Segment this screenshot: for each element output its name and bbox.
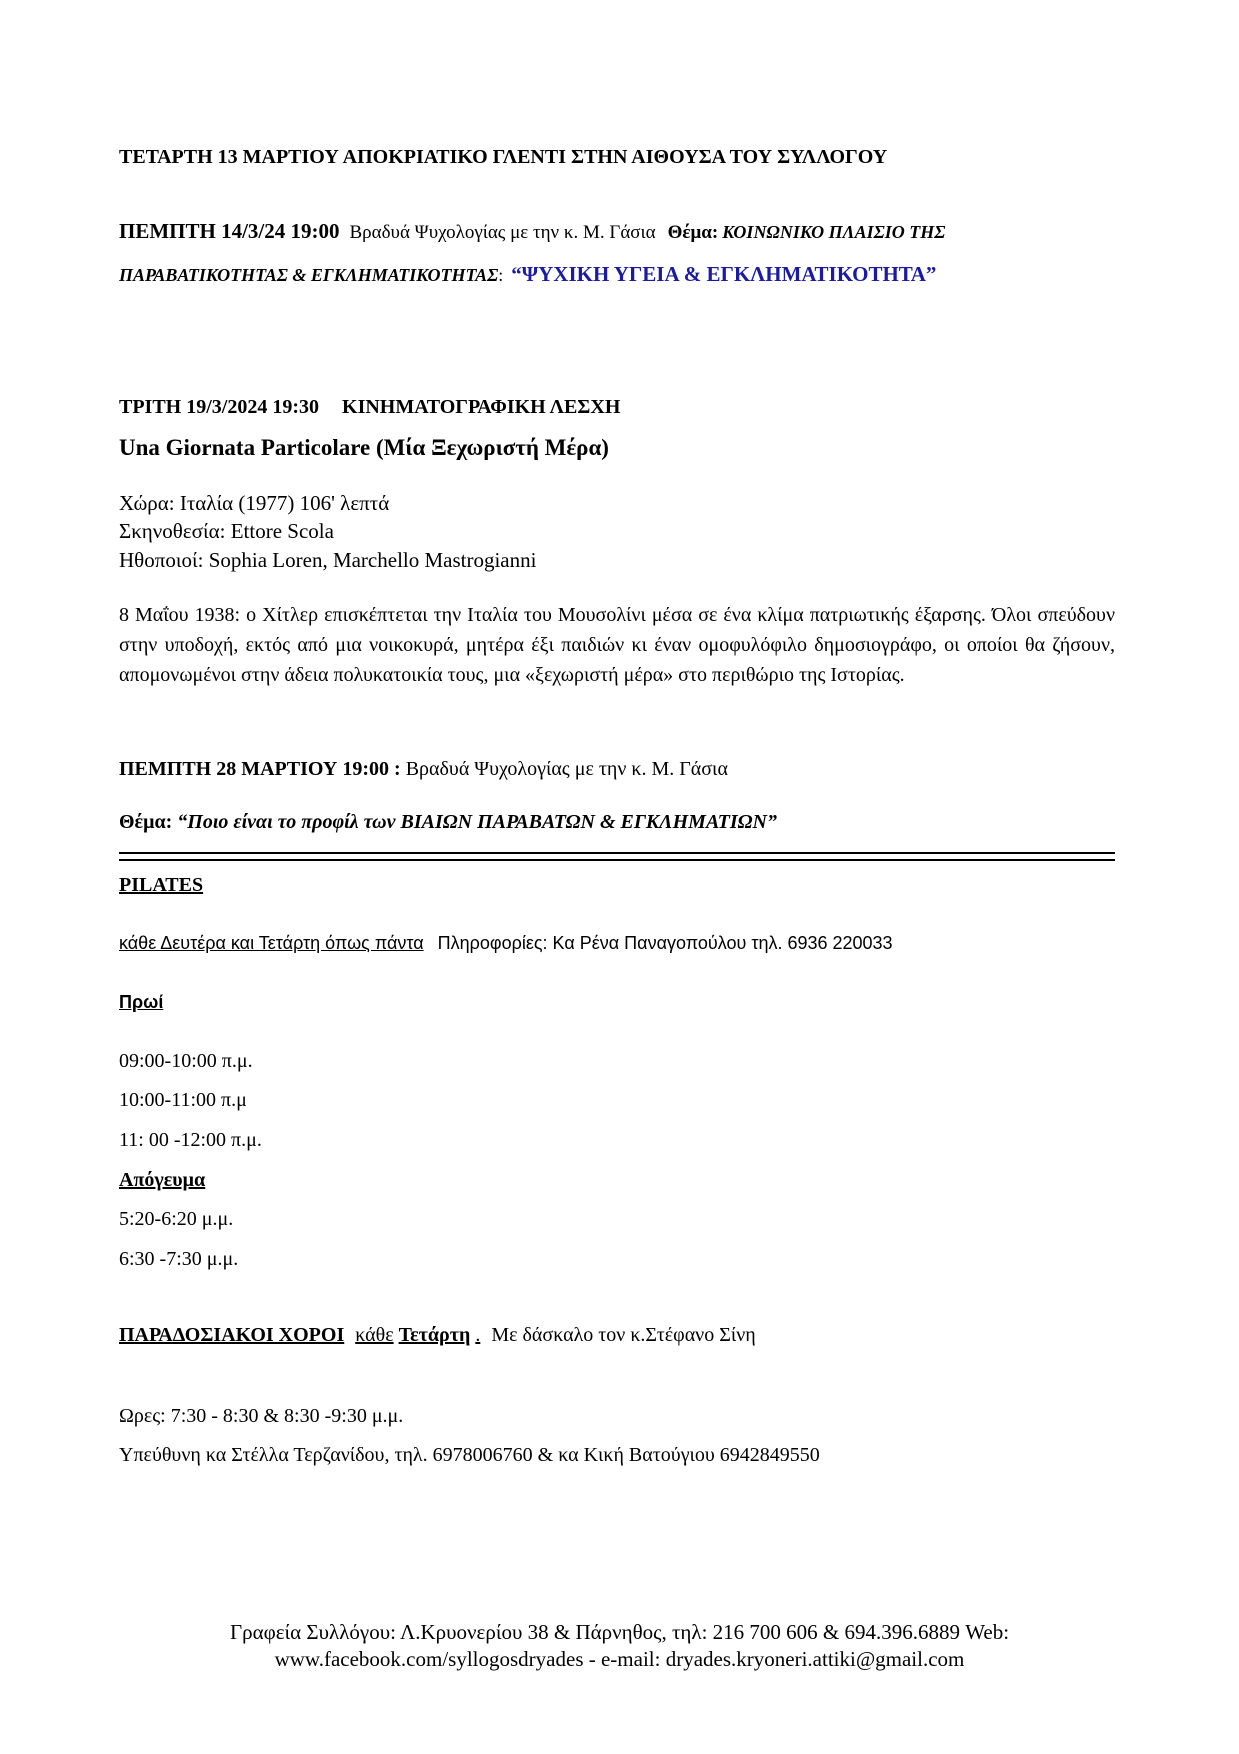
theme-label: Θέμα:	[119, 811, 173, 833]
film-country: Χώρα: Ιταλία (1977) 106' λεπτά	[119, 491, 390, 515]
footer-address: Γραφεία Συλλόγου: Λ.Κρυονερίου 38 & Πάρνηθος, τηλ: 216 700 606 & 694.396.6889 Web:	[229, 1620, 1010, 1644]
cinema-date: ΤΡΙΤΗ 19/3/2024 19:30	[119, 396, 320, 418]
footer-contacts: www.facebook.com/syllogosdryades - e-mail: dryades.kryoneri.attiki@gmail.com	[274, 1647, 965, 1671]
cinema-heading	[119, 396, 620, 419]
theme-highlight: “ΨΥΧΙΚΗ ΥΓΕΙΑ & ΕΓΚΛΗΜΑΤΙΚΟΤΗΤΑ”	[511, 262, 937, 286]
event-date: ΠΕΜΠΤΗ 28 ΜΑΡΤΙΟΥ 19:00 :	[119, 758, 401, 780]
dances-day: Τετάρτη	[398, 1324, 471, 1346]
pilates-slot: 5:20-6:20 μ.μ.	[119, 1208, 234, 1230]
dances-title: ΠΑΡΑΔΟΣΙΑΚΟΙ ΧΟΡΟΙ	[119, 1324, 345, 1346]
dances-hours: Ωρες: 7:30 - 8:30 & 8:30 -9:30 μ.μ.	[119, 1405, 404, 1427]
theme-colon: :	[498, 265, 504, 285]
event-date: ΠΕΜΠΤΗ 14/3/24 19:00	[119, 219, 340, 243]
pilates-info-row	[119, 933, 893, 954]
cinema-club: ΚΙΝΗΜΑΤΟΓΡΑΦΙΚΗ ΛΕΣΧΗ	[342, 396, 621, 418]
pilates-slot: 11: 00 -12:00 π.μ.	[119, 1129, 262, 1151]
pilates-days: κάθε Δευτέρα και Τετάρτη όπως πάντα	[119, 933, 424, 953]
dances-teacher: Με δάσκαλο τον κ.Στέφανο Σίνη	[491, 1324, 756, 1346]
event-carnival: ΤΕΤΑΡΤΗ 13 ΜΑΡΤΙΟΥ ΑΠΟΚΡΙΑΤΙΚΟ ΓΛΕΝΤΙ ΣΤΗΝ ΑΙΘΟΥΣΑ ΤΟΥ ΣΥΛΛΟΓΟΥ	[119, 146, 888, 168]
pilates-info: Πληροφορίες: Κα Ρένα Παναγοπούλου τηλ. 6936 220033	[437, 933, 893, 953]
dances-contact: Υπεύθυνη κα Στέλλα Τερζανίδου, τηλ. 6978006760 & κα Κική Βατούγιου 6942849550	[119, 1444, 820, 1466]
pilates-title: PILATES	[119, 874, 204, 896]
pilates-slot: 6:30 -7:30 μ.μ.	[119, 1248, 239, 1270]
film-actors: Ηθοποιοί: Sophia Loren, Marchello Mastrogianni	[119, 548, 537, 572]
event-psychology-2	[119, 758, 728, 781]
dances-heading	[119, 1324, 756, 1347]
separator-line	[119, 859, 1115, 861]
pilates-afternoon-label: Απόγευμα	[119, 1169, 206, 1191]
event-psychology-1	[119, 219, 945, 244]
pilates-morning-label: Πρωί	[119, 992, 164, 1012]
footer	[0, 1619, 1239, 1673]
film-synopsis: 8 Μαΐου 1938: ο Χίτλερ επισκέπτεται την Ιταλία του Μουσολίνι μέσα σε ένα κλίμα πατριωτικής έξαρσης. Όλοι σπεύδουν στην υποδοχή, εκτός από μια νοικοκυρά, μητέρα έξι παιδιών κι έναν ομοφυλόφιλο δημοσιογράφο, οι οποίοι θα ζήσουν, απομονωμένοι στην άδεια πολυκατοικία τους, μια «ξεχωριστή μέρα» στο περιθώριο της Ιστορίας.	[119, 604, 1115, 686]
theme-text: ΚΟΙΝΩΝΙΚΟ ΠΛΑΙΣΙΟ ΤΗΣ	[722, 222, 946, 242]
event-psychology-1-theme	[119, 262, 936, 287]
event-psychology-2-theme	[119, 811, 777, 834]
dances-dot: .	[475, 1324, 481, 1346]
dances-every: κάθε	[355, 1324, 394, 1346]
theme-label: Θέμα:	[667, 222, 719, 243]
pilates-slot: 10:00-11:00 π.μ	[119, 1089, 247, 1111]
pilates-slot: 09:00-10:00 π.μ.	[119, 1050, 253, 1072]
event-description: Βραδυά Ψυχολογίας με την κ. Μ. Γάσια	[349, 222, 656, 243]
theme-text-continued: ΠΑΡΑΒΑΤΙΚΟΤΗΤΑΣ & ΕΓΚΛΗΜΑΤΙΚΟΤΗΤΑΣ	[119, 265, 499, 285]
film-director: Σκηνοθεσία: Ettore Scola	[119, 519, 334, 543]
separator-line	[119, 852, 1115, 854]
event-description: Βραδυά Ψυχολογίας με την κ. Μ. Γάσια	[405, 758, 728, 780]
film-title: Una Giornata Particolare (Μία Ξεχωριστή Μέρα)	[119, 435, 609, 460]
theme-text: “Ποιο είναι το προφίλ των ΒΙΑΙΩΝ ΠΑΡΑΒΑΤΩΝ & ΕΓΚΛΗΜΑΤΙΩΝ”	[177, 811, 778, 833]
